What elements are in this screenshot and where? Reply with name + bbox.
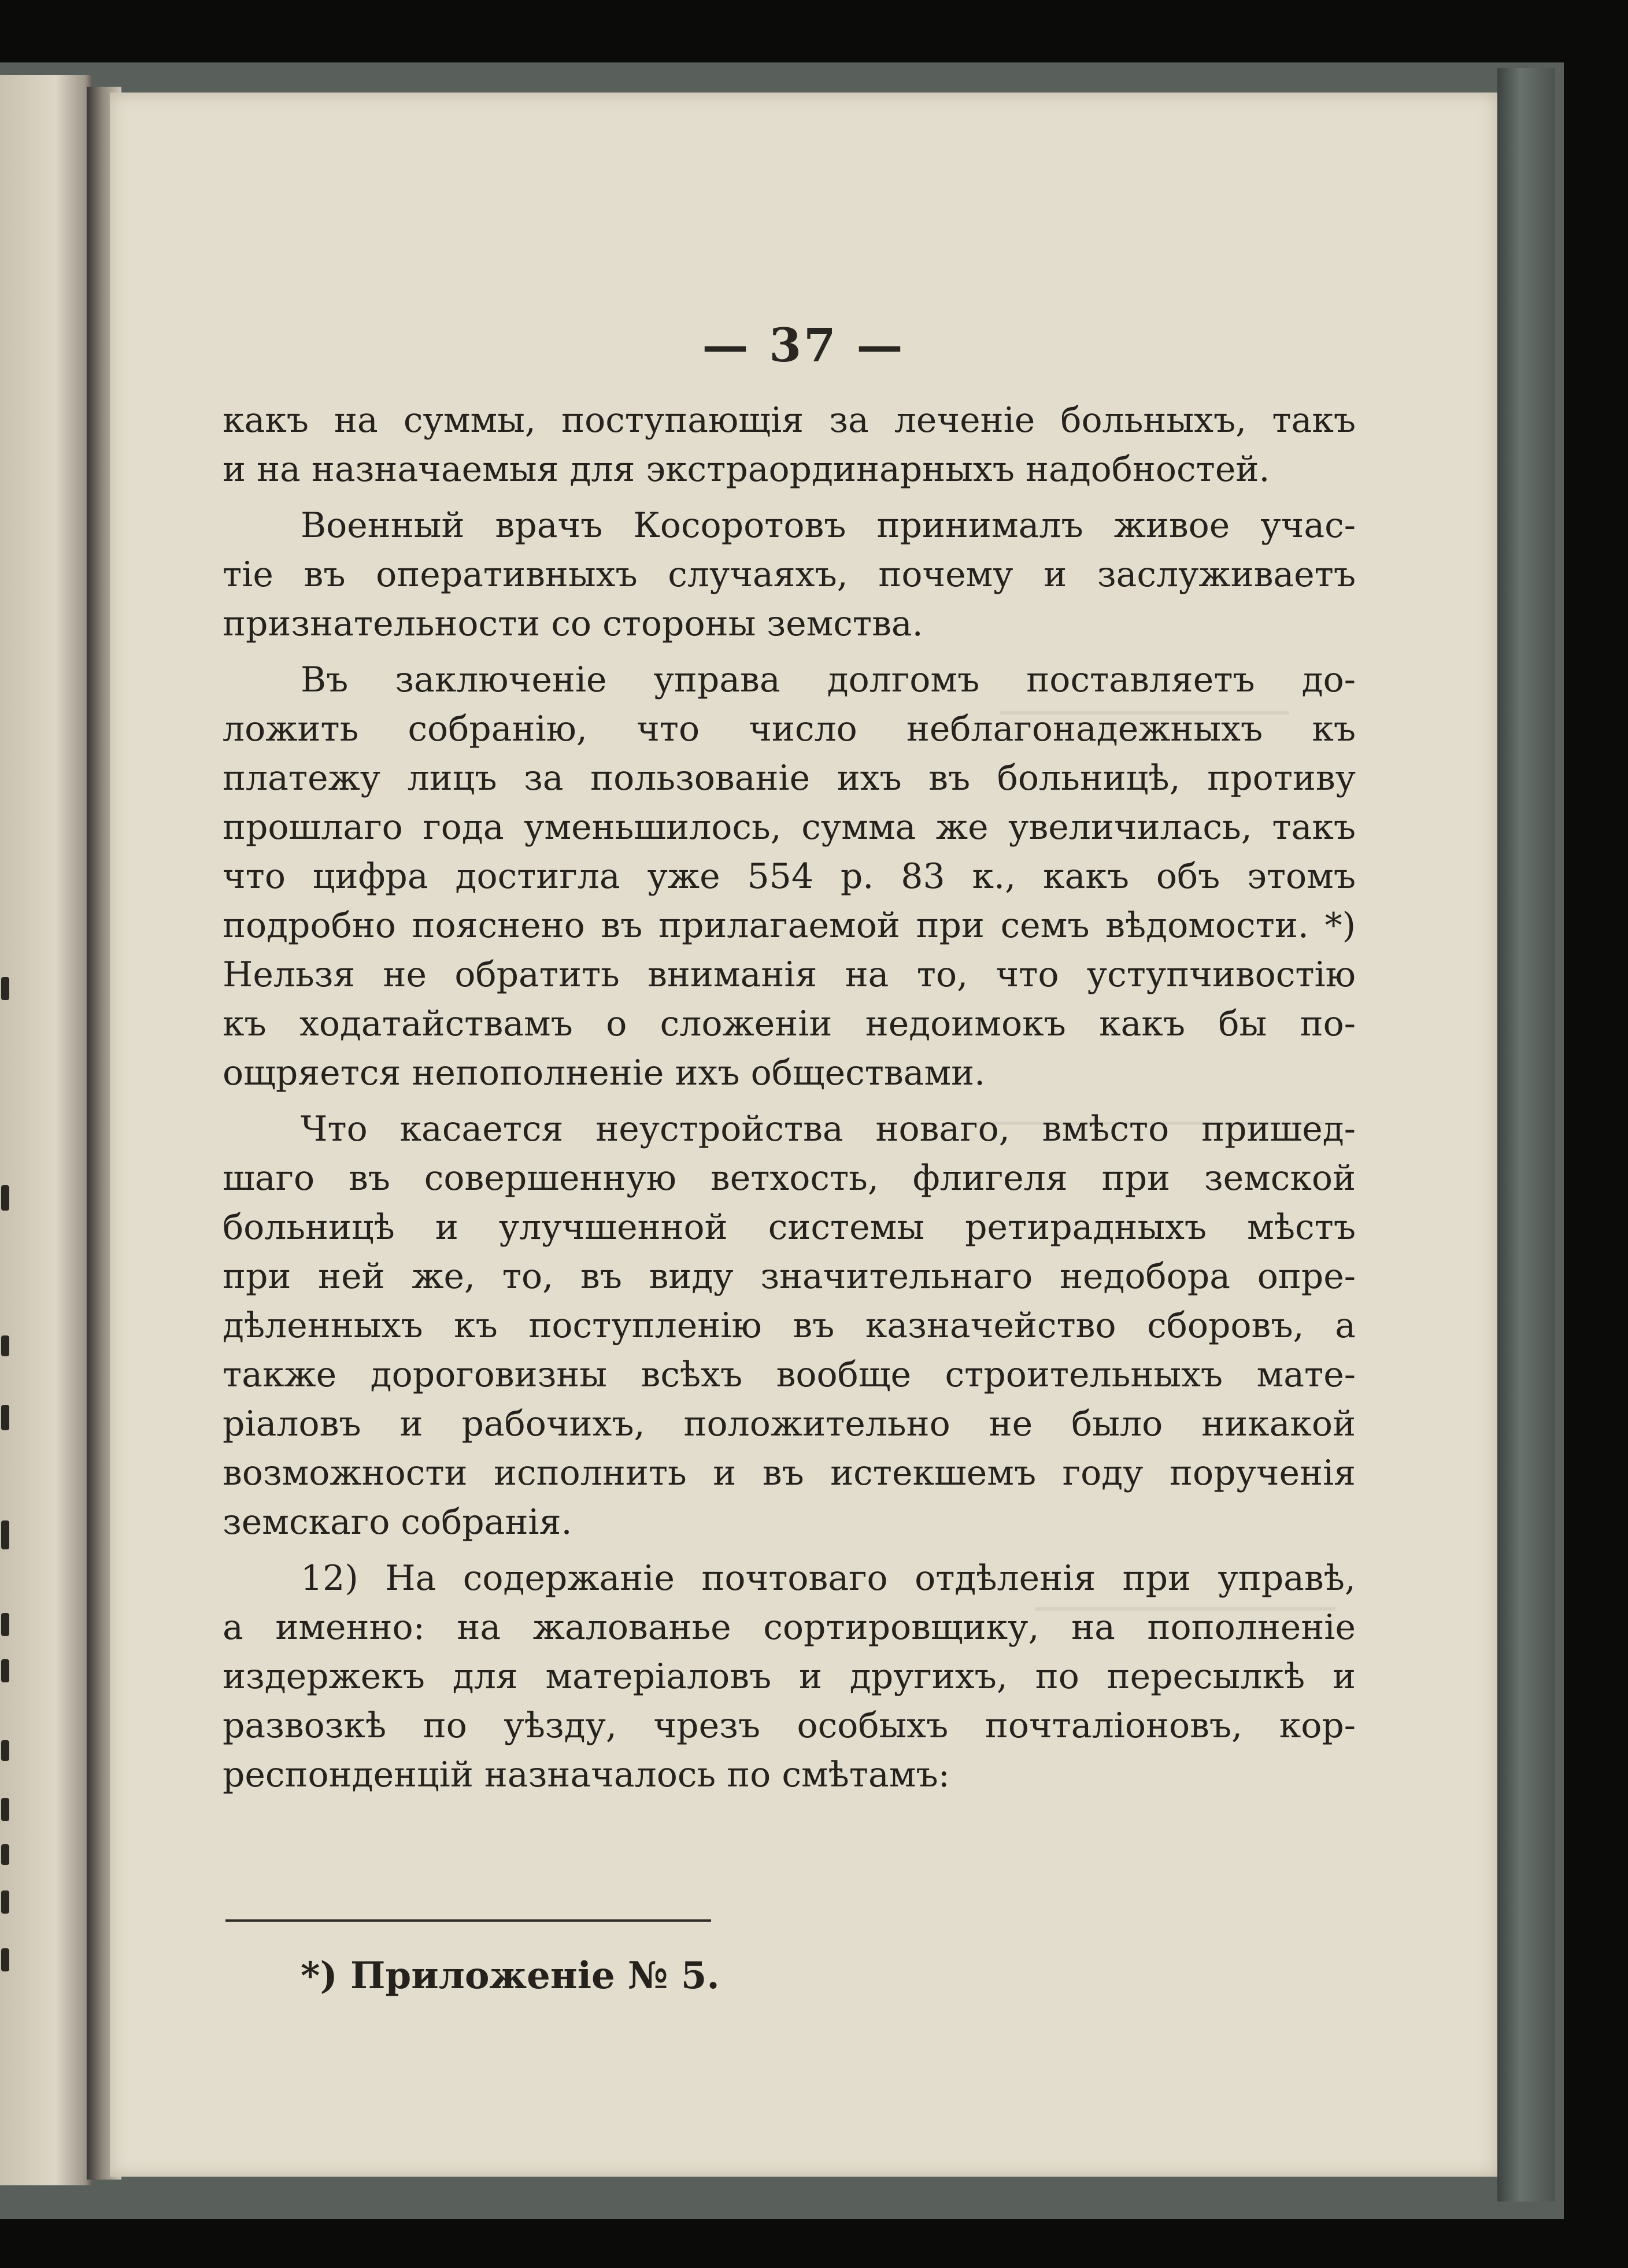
ink-mark	[1, 1335, 9, 1356]
text-line: 12) На содержаніе почтоваго отдѣленія при управѣ,	[301, 1558, 1356, 1599]
ink-mark	[1, 1520, 9, 1549]
ink-mark	[1, 977, 9, 1000]
text-line: при ней же, то, въ виду значительнаго недобора опре-	[223, 1256, 1356, 1297]
text-line: ложить собранію, что число неблагонадежныхъ къ	[223, 709, 1356, 749]
text-line: респонденцій назначалось по смѣтамъ:	[223, 1755, 950, 1795]
text-line: и на назначаемыя для экстраординарныхъ надобностей.	[223, 449, 1270, 490]
text-line: Военный врачъ Косоротовъ принималъ живое учас-	[301, 505, 1356, 546]
text-line: также дороговизны всѣхъ вообще строительныхъ мате-	[223, 1355, 1356, 1395]
ink-mark	[1, 1890, 9, 1914]
page-number: — 37 —	[702, 318, 905, 372]
text-line: ощряется непополненіе ихъ обществами.	[223, 1053, 986, 1093]
body-text	[223, 396, 1356, 1800]
text-line: Нельзя не обратить вниманія на то, что уступчивостію	[223, 954, 1356, 995]
text-line: ріаловъ и рабочихъ, положительно не было никакой	[223, 1404, 1356, 1444]
text-line: шаго въ совершенную ветхость, флигеля при земской	[223, 1158, 1356, 1198]
paragraph-gap	[223, 649, 1356, 656]
text-line: издержекъ для матеріаловъ и другихъ, по пересылкѣ и	[223, 1656, 1356, 1697]
text-line: а именно: на жалованье сортировщику, на пополненіе	[223, 1607, 1356, 1648]
text-line: земскаго собранія.	[223, 1502, 572, 1542]
text-line: Что касается неустройства новаго, вмѣсто пришед-	[301, 1109, 1356, 1149]
ink-mark	[1, 1948, 9, 1971]
page-content	[110, 93, 1497, 2177]
ink-mark	[1, 1185, 9, 1211]
text-line: какъ на суммы, поступающія за леченіе больныхъ, такъ	[223, 400, 1356, 441]
previous-page-ink-marks	[0, 75, 92, 2185]
text-line: Въ заключеніе управа долгомъ поставляетъ до-	[301, 660, 1356, 700]
ink-mark	[1, 1798, 9, 1821]
text-line: признательности со стороны земства.	[223, 604, 923, 644]
text-line: платежу лицъ за пользованіе ихъ въ больницѣ, противу	[223, 758, 1356, 798]
ink-mark	[1, 1844, 9, 1865]
ink-mark	[1, 1740, 9, 1761]
ink-mark	[1, 1613, 9, 1636]
text-line: дѣленныхъ къ поступленію въ казначейство сборовъ, а	[223, 1305, 1356, 1346]
ink-mark	[1, 1405, 9, 1430]
text-line: тіе въ оперативныхъ случаяхъ, почему и заслуживаетъ	[223, 554, 1356, 595]
text-line: возможности исполнить и въ истекшемъ году порученія	[223, 1453, 1356, 1493]
text-line: что цифра достигла уже 554 р. 83 к., какъ объ этомъ	[223, 856, 1356, 897]
paragraph-gap	[223, 1098, 1356, 1105]
footnote-divider	[225, 1919, 711, 1922]
book-page	[110, 93, 1497, 2177]
text-line: развозкѣ по уѣзду, чрезъ особыхъ почталіоновъ, кор-	[223, 1705, 1356, 1746]
text-line: подробно пояснено въ прилагаемой при семъ вѣдомости. *)	[223, 905, 1356, 946]
text-line: больницѣ и улучшенной системы ретирадныхъ мѣстъ	[223, 1207, 1356, 1248]
paragraph-gap	[223, 1547, 1356, 1554]
text-line: прошлаго года уменьшилось, сумма же увеличилась, такъ	[223, 807, 1356, 848]
footnote: *) Приложеніе № 5.	[301, 1954, 720, 1997]
book-cover-edge	[1497, 68, 1555, 2202]
paragraph-gap	[223, 494, 1356, 501]
text-line: къ ходатайствамъ о сложеніи недоимокъ какъ бы по-	[223, 1004, 1356, 1044]
ink-mark	[1, 1659, 9, 1682]
